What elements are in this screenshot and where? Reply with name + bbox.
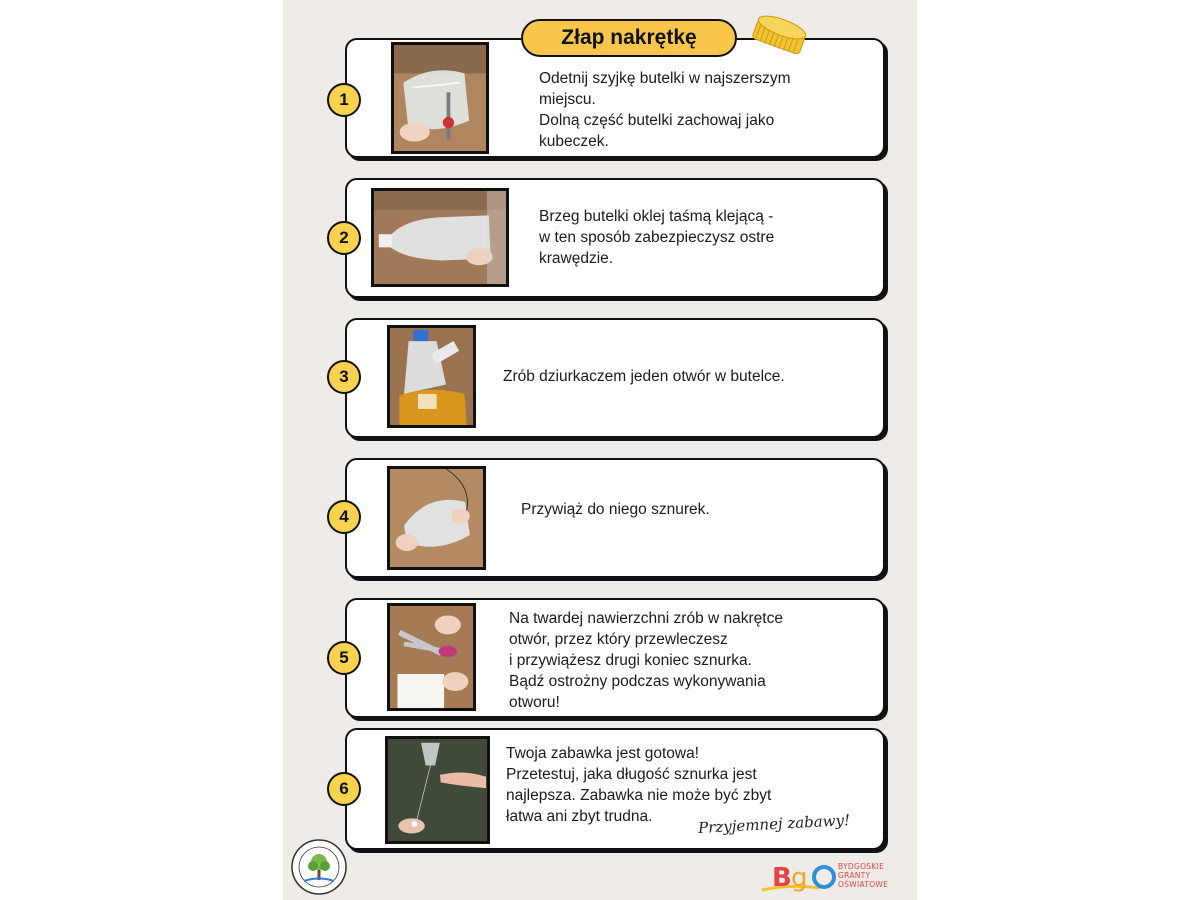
step-1-line: miejscu.: [539, 91, 596, 108]
step-1-line: kubeczek.: [539, 133, 609, 150]
step-number-3: 3: [327, 360, 361, 394]
step-5-line: i przywiążesz drugi koniec sznurka.: [509, 652, 752, 669]
step-4-line: Przywiąż do niego sznurek.: [521, 501, 710, 518]
logo-line: OŚWIATOWE: [838, 880, 889, 889]
step-6-line: łatwa ani zbyt trudna.: [506, 808, 653, 825]
step-number-1: 1: [327, 83, 361, 117]
svg-text:g: g: [791, 863, 808, 893]
step-2-line: krawędzie.: [539, 250, 614, 267]
step-1-line: Dolną część butelki zachowaj jako: [539, 112, 775, 129]
step-5-line: otwór, przez który przewleczesz: [509, 631, 728, 648]
step-text-1: [539, 68, 791, 152]
closing-message: Przyjemnej zabawy!: [697, 811, 851, 837]
step-text-3: [503, 366, 785, 387]
step-text-2: [539, 206, 774, 269]
logo-text: [838, 862, 888, 889]
step-photo-2: [371, 188, 509, 287]
step-number-2: 2: [327, 221, 361, 255]
step-text-5: [509, 608, 783, 713]
step-2-line: w ten sposób zabezpieczysz ostre: [539, 229, 775, 246]
school-seal-icon: [290, 838, 348, 896]
step-photo-5: [387, 603, 476, 711]
logo-line: BYDGOSKIE: [838, 862, 885, 871]
step-text-4: [521, 499, 710, 520]
step-5-line: Bądź ostrożny podczas wykonywania: [509, 673, 766, 690]
step-1-line: Odetnij szyjkę butelki w najszerszym: [539, 70, 791, 87]
step-photo-3: [387, 325, 476, 428]
step-photo-4: [387, 466, 486, 570]
step-6-line: najlepsza. Zabawka nie może być zbyt: [506, 787, 772, 804]
step-6-line: Przetestuj, jaka długość sznurka jest: [506, 766, 757, 783]
step-number-6: 6: [327, 772, 361, 806]
step-3-line: Zrób dziurkaczem jeden otwór w butelce.: [503, 368, 785, 385]
logo-line: GRANTY: [838, 871, 871, 880]
step-photo-6: [385, 736, 490, 844]
page-title: Złap nakrętkę: [521, 19, 737, 57]
step-number-4: 4: [327, 500, 361, 534]
step-number-5: 5: [327, 641, 361, 675]
step-6-line: Twoja zabawka jest gotowa!: [506, 745, 699, 762]
bottle-cap-icon: [748, 13, 810, 59]
step-text-6: [506, 743, 771, 827]
step-5-line: Na twardej nawierzchni zrób w nakrętce: [509, 610, 783, 627]
step-5-line: otworu!: [509, 694, 560, 711]
step-2-line: Brzeg butelki oklej taśmą klejącą -: [539, 208, 774, 225]
svg-text:B: B: [772, 863, 792, 893]
step-photo-1: [391, 42, 489, 154]
